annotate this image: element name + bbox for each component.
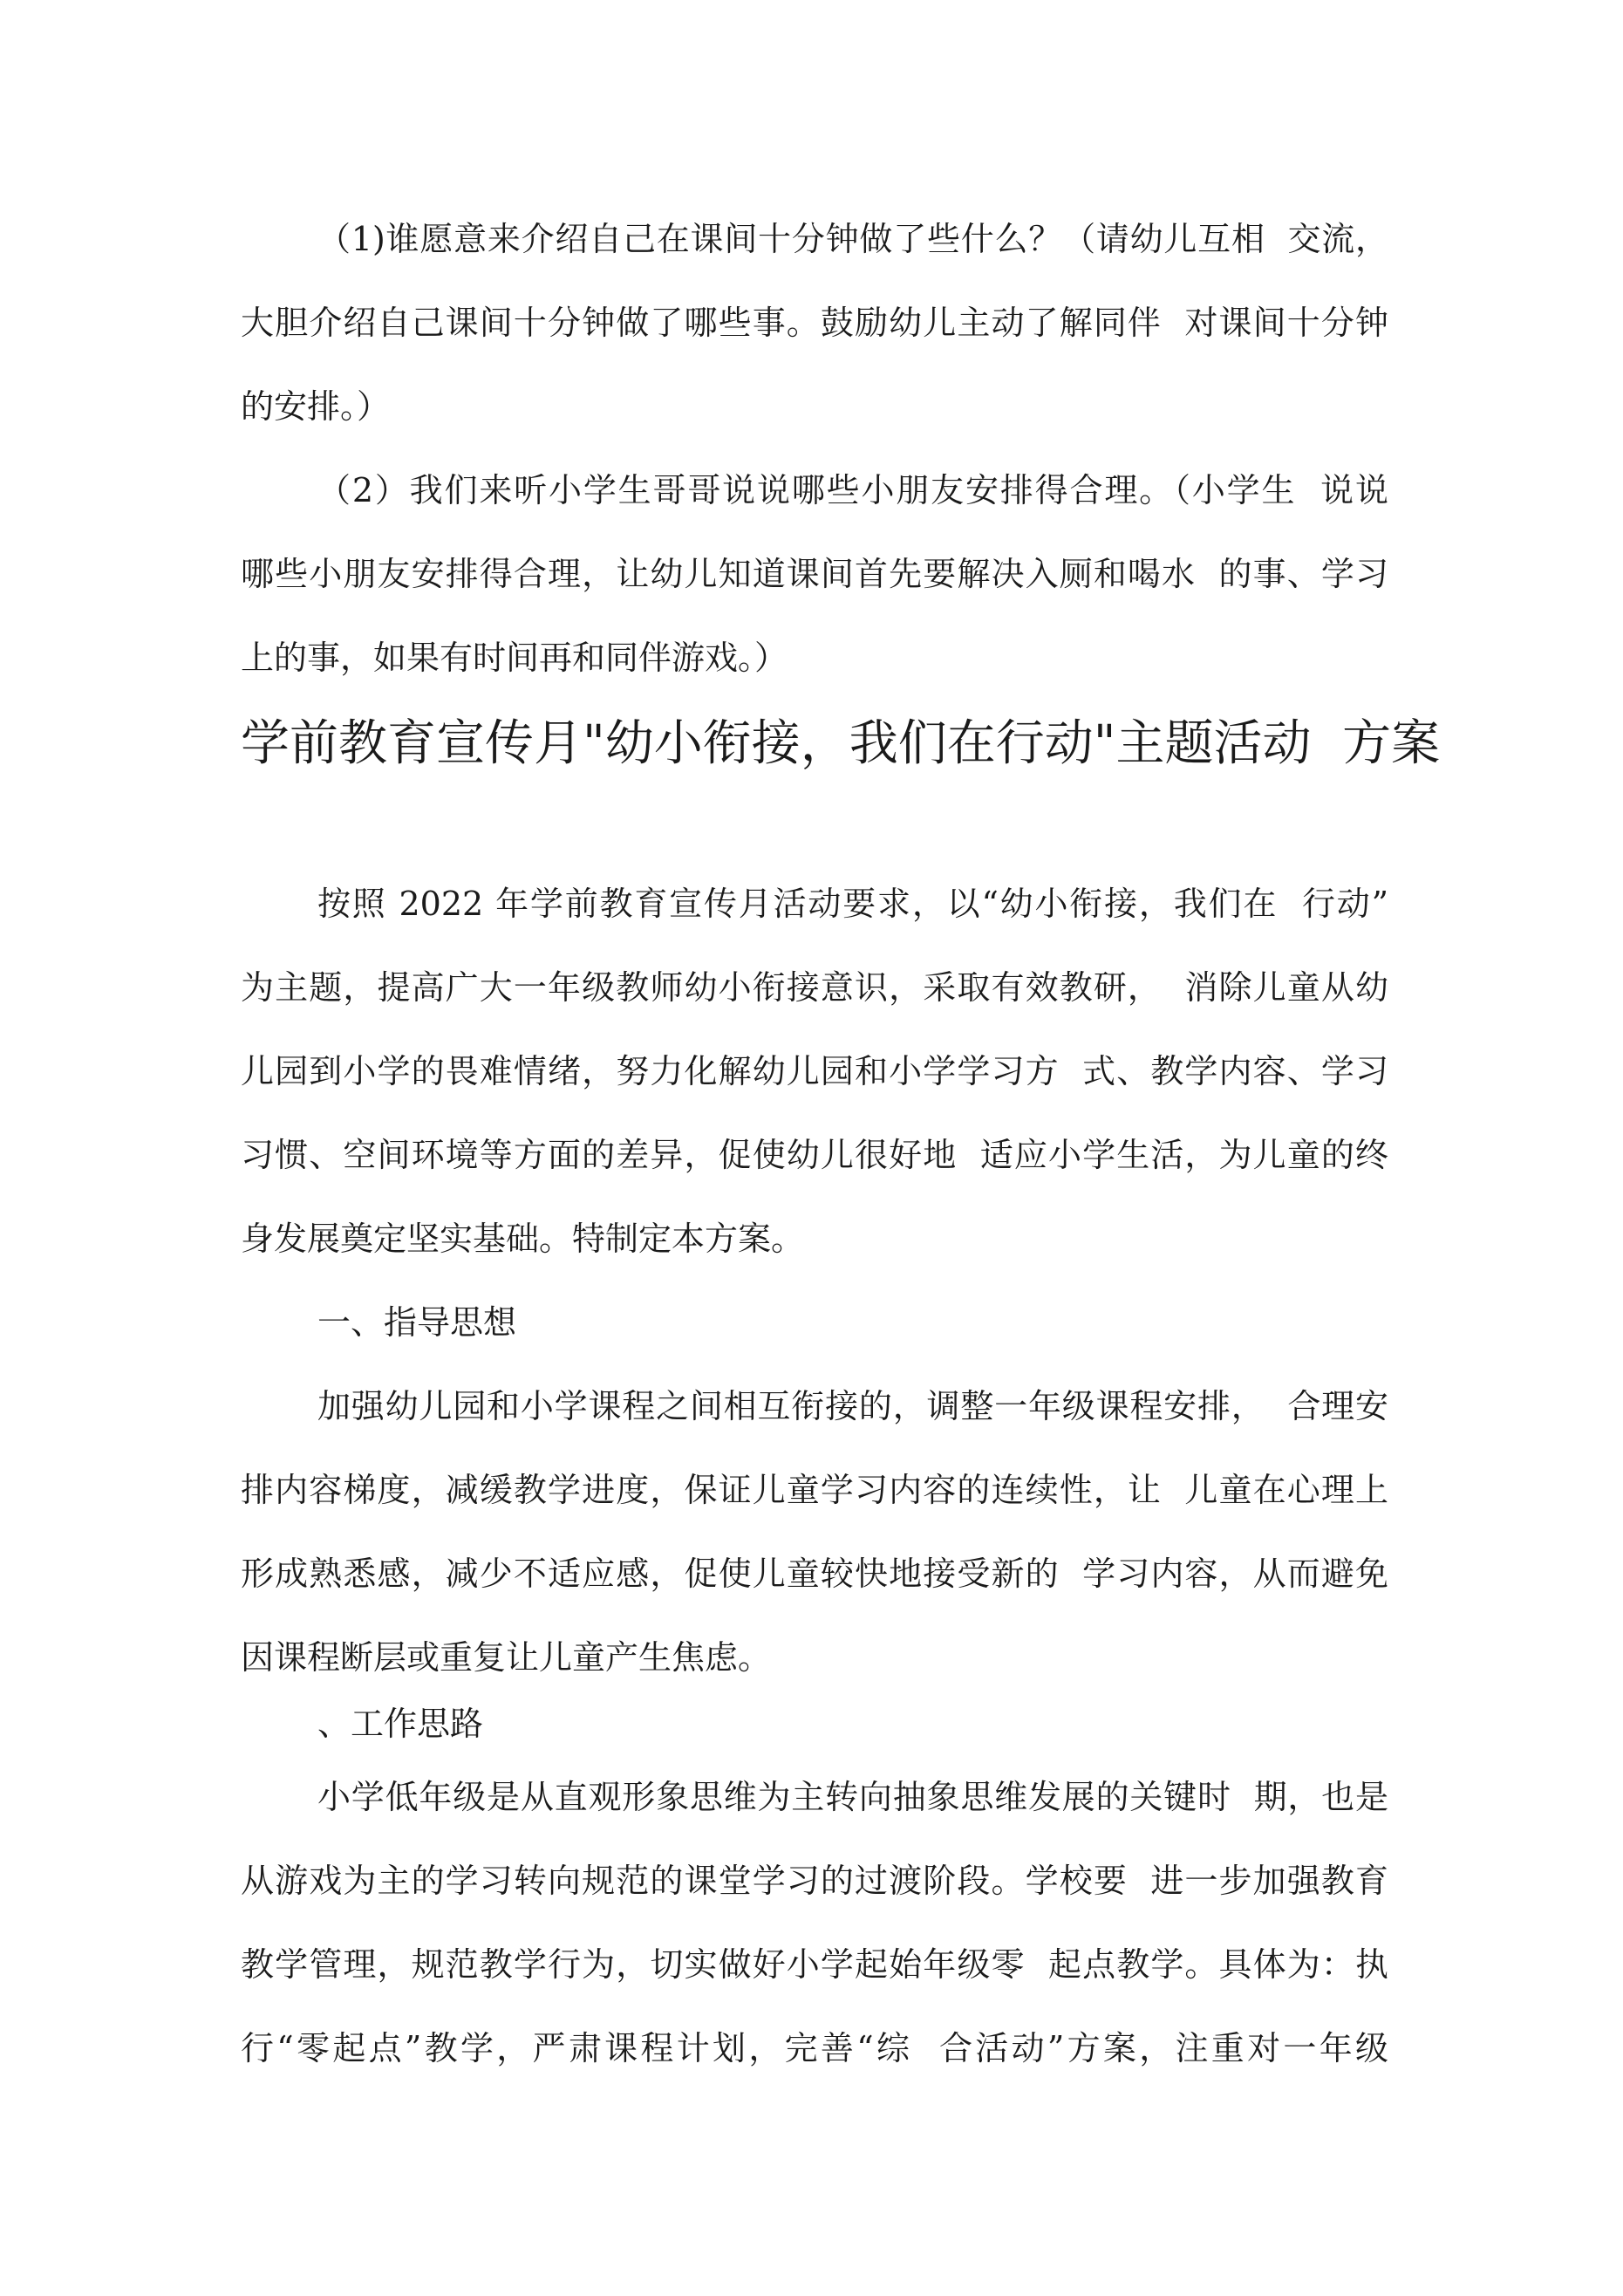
paragraph-line: 从游戏为主的学习转向规范的课堂学习的过渡阶段。学校要 进一步加强教育 — [241, 1862, 1388, 1900]
paragraph-line: 身发展奠定坚实基础。特制定本方案。 — [241, 1220, 805, 1258]
paragraph-line: （1)谁愿意来介绍自己在课间十分钟做了些什么？（请幼儿互相 交流， — [317, 220, 1388, 258]
paragraph-line: 大胆介绍自己课间十分钟做了哪些事。鼓励幼儿主动了解同伴 对课间十分钟 — [241, 304, 1388, 342]
section-heading: 、工作思路 — [317, 1705, 484, 1743]
paragraph-line: 排内容梯度，减缓教学进度，保证儿童学习内容的连续性，让 儿童在心理上 — [241, 1471, 1388, 1509]
paragraph-line: 习惯、空间环境等方面的差异，促使幼儿很好地 适应小学生活，为儿童的终 — [241, 1136, 1388, 1174]
paragraph-line: 的安排。） — [241, 387, 391, 426]
paragraph-line: 小学低年级是从直观形象思维为主转向抽象思维发展的关键时 期，也是 — [317, 1778, 1388, 1816]
document-title: 学前教育宣传月"幼小衔接，我们在行动"主题活动 方案 — [241, 715, 1441, 772]
paragraph-line: （2）我们来听小学生哥哥说说哪些小朋友安排得合理。（小学生 说说 — [317, 471, 1388, 509]
section-heading: 一、指导思想 — [317, 1303, 517, 1342]
paragraph-line: 儿园到小学的畏难情绪，努力化解幼儿园和小学学习方 式、教学内容、学习 — [241, 1052, 1388, 1090]
paragraph-line: 因课程断层或重复让儿童产生焦虑。 — [241, 1638, 772, 1677]
paragraph-line: 哪些小朋友安排得合理，让幼儿知道课间首先要解决入厕和喝水 的事、学习 — [241, 555, 1388, 593]
paragraph-line: 上的事，如果有时间再和同伴游戏。） — [241, 639, 788, 677]
paragraph-line: 加强幼儿园和小学课程之间相互衔接的，调整一年级课程安排， 合理安 — [317, 1387, 1388, 1425]
paragraph-line: 形成熟悉感，减少不适应感，促使儿童较快地接受新的 学习内容，从而避免 — [241, 1555, 1388, 1593]
paragraph-line: 按照 2022 年学前教育宣传月活动要求，以“幼小衔接，我们在 行动” — [317, 885, 1388, 923]
paragraph-line: 教学管理，规范教学行为，切实做好小学起始年级零 起点教学。具体为：执 — [241, 1945, 1388, 1984]
paragraph-line: 为主题，提高广大一年级教师幼小衔接意识，采取有效教研， 消除儿童从幼 — [241, 968, 1388, 1007]
paragraph-line: 行“零起点”教学，严肃课程计划，完善“综 合活动”方案，注重对一年级 — [241, 2029, 1388, 2067]
